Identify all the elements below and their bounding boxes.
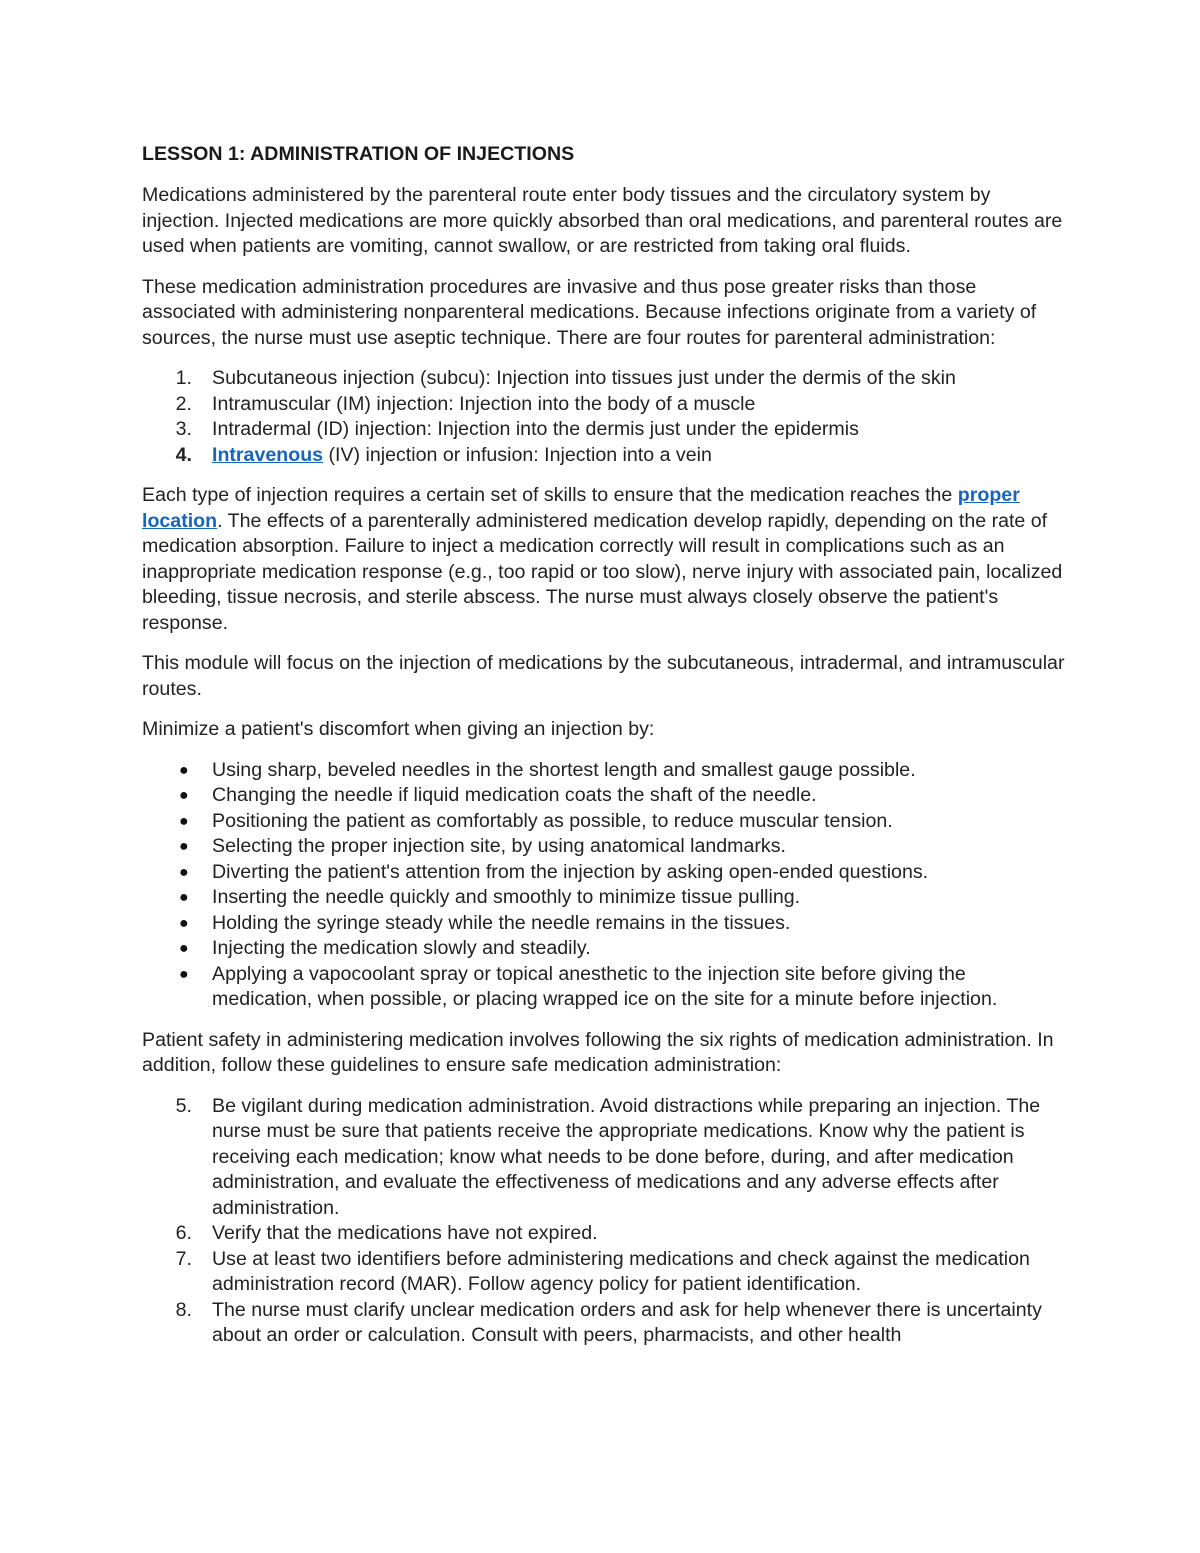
guidelines-list (142, 1094, 1070, 1349)
list-item (142, 962, 1070, 1013)
list-item (142, 758, 1070, 784)
list-item-text: (IV) injection or infusion: Injection into a vein (323, 443, 712, 466)
list-item-text: Subcutaneous injection (subcu): Injection into tissues just under the dermis of the skin (212, 367, 956, 389)
bullet-icon: ● (179, 787, 189, 804)
list-number: 7. (175, 1247, 192, 1270)
list-item-text: Inserting the needle quickly and smoothly to minimize tissue pulling. (212, 886, 801, 908)
bullet-icon: ● (179, 761, 189, 779)
skills-paragraph (142, 483, 1070, 636)
list-number: 4. (175, 443, 192, 466)
list-item (142, 443, 1070, 469)
list-item-text: Selecting the proper injection site, by using anatomical landmarks. (212, 835, 786, 857)
list-item-text: Intradermal (ID) injection: Injection into the dermis just under the epidermis (212, 418, 859, 440)
list-item-text: Positioning the patient as comfortably as possible, to reduce muscular tension. (212, 809, 893, 832)
bullet-icon: ● (179, 914, 189, 932)
bullet-icon: ● (179, 812, 189, 830)
list-item-text: Intramuscular (IM) injection: Injection into the body of a muscle (212, 392, 756, 415)
list-item (142, 911, 1070, 937)
list-item (142, 885, 1070, 911)
list-item (142, 1298, 1070, 1349)
list-number: 1. (175, 367, 192, 389)
intro-paragraph: Medications administered by the parenteral route enter body tissues and the circulatory system by injection. Injected medications are more quickly absorbed than oral medications, and parenteral routes are used when patients are vomiting, cannot swallow, or are restricted from taking oral fluids. (142, 184, 1063, 257)
discomfort-list (142, 758, 1070, 1013)
list-item-text: Using sharp, beveled needles in the shortest length and smallest gauge possible. (212, 758, 916, 781)
list-item-text: Diverting the patient's attention from the injection by asking open-ended questions. (212, 860, 929, 883)
skills-text-start: Each type of injection requires a certain set of skills to ensure that the medication reaches the (142, 484, 958, 506)
safety-paragraph: Patient safety in administering medication involves following the six rights of medication administration. In addition, follow these guidelines to ensure safe medication administration: (142, 1028, 1054, 1076)
risks-paragraph: These medication administration procedures are invasive and thus pose greater risks than those associated with administering nonparenteral medications. Because infections originate from a variety of sources, the nurse must use aseptic technique. There are four routes for parenteral administration: (142, 275, 1037, 349)
skills-text-end: . The effects of a parenterally administered medication develop rapidly, depending on the rate of medication absorption. Failure to inject a medication correctly will result in complications such as an inappropriate medication response (e.g., too rapid or too slow), nerve injury with associated pain, localized bleeding, tissue necrosis, and sterile abscess. The nurse must always closely observe the patient's response. (142, 509, 1063, 634)
list-item (142, 392, 1070, 418)
list-item-text: Changing the needle if liquid medication coats the shaft of the needle. (212, 784, 817, 806)
list-item (142, 417, 1070, 443)
bullet-icon: ● (179, 940, 189, 957)
list-item-text: Verify that the medications have not expired. (212, 1222, 598, 1244)
list-item (142, 1221, 1070, 1247)
list-number: 2. (175, 392, 192, 415)
list-item-text: Applying a vapocoolant spray or topical anesthetic to the injection site before giving the medication, when possible, or placing wrapped ice on the site for a minute before injection. (212, 962, 998, 1010)
list-item-text: Be vigilant during medication administration. Avoid distractions while preparing an injection. The nurse must be sure that patients receive the appropriate medications. Know why the patient is receiving each medication; know what needs to be done before, during, and after medication administration, and evaluate the effectiveness of medications and any adverse effects after administration. (212, 1094, 1041, 1219)
routes-list (142, 366, 1070, 468)
list-item (142, 366, 1070, 392)
list-item (142, 834, 1070, 860)
list-item (142, 783, 1070, 809)
list-item (142, 1247, 1070, 1298)
list-number: 6. (175, 1222, 192, 1244)
list-item-text: Use at least two identifiers before administering medications and check against the medication administration record (MAR). Follow agency policy for patient identification. (212, 1247, 1030, 1295)
proper-location-link[interactable]: proper location (142, 484, 1020, 532)
list-item-text: Holding the syringe steady while the needle remains in the tissues. (212, 911, 791, 934)
list-item-text: The nurse must clarify unclear medication orders and ask for help whenever there is uncertainty about an order or calculation. Consult with peers, pharmacists, and other health (212, 1298, 1042, 1346)
list-item (142, 936, 1070, 962)
discomfort-intro: Minimize a patient's discomfort when giving an injection by: (142, 718, 655, 740)
bullet-icon: ● (179, 965, 189, 983)
list-number: 8. (175, 1298, 192, 1321)
list-item (142, 809, 1070, 835)
bullet-icon: ● (179, 863, 189, 881)
list-item (142, 1094, 1070, 1222)
list-item-text: Injecting the medication slowly and steadily. (212, 937, 591, 959)
intravenous-link[interactable]: Intravenous (212, 443, 324, 466)
list-number: 3. (175, 418, 192, 440)
module-focus-paragraph: This module will focus on the injection of medications by the subcutaneous, intradermal, and intramuscular routes. (142, 652, 1065, 700)
bullet-icon: ● (179, 889, 189, 906)
bullet-icon: ● (179, 838, 189, 855)
list-item (142, 860, 1070, 886)
list-number: 5. (175, 1094, 192, 1117)
lesson-title: LESSON 1: ADMINISTRATION OF INJECTIONS (142, 143, 575, 165)
